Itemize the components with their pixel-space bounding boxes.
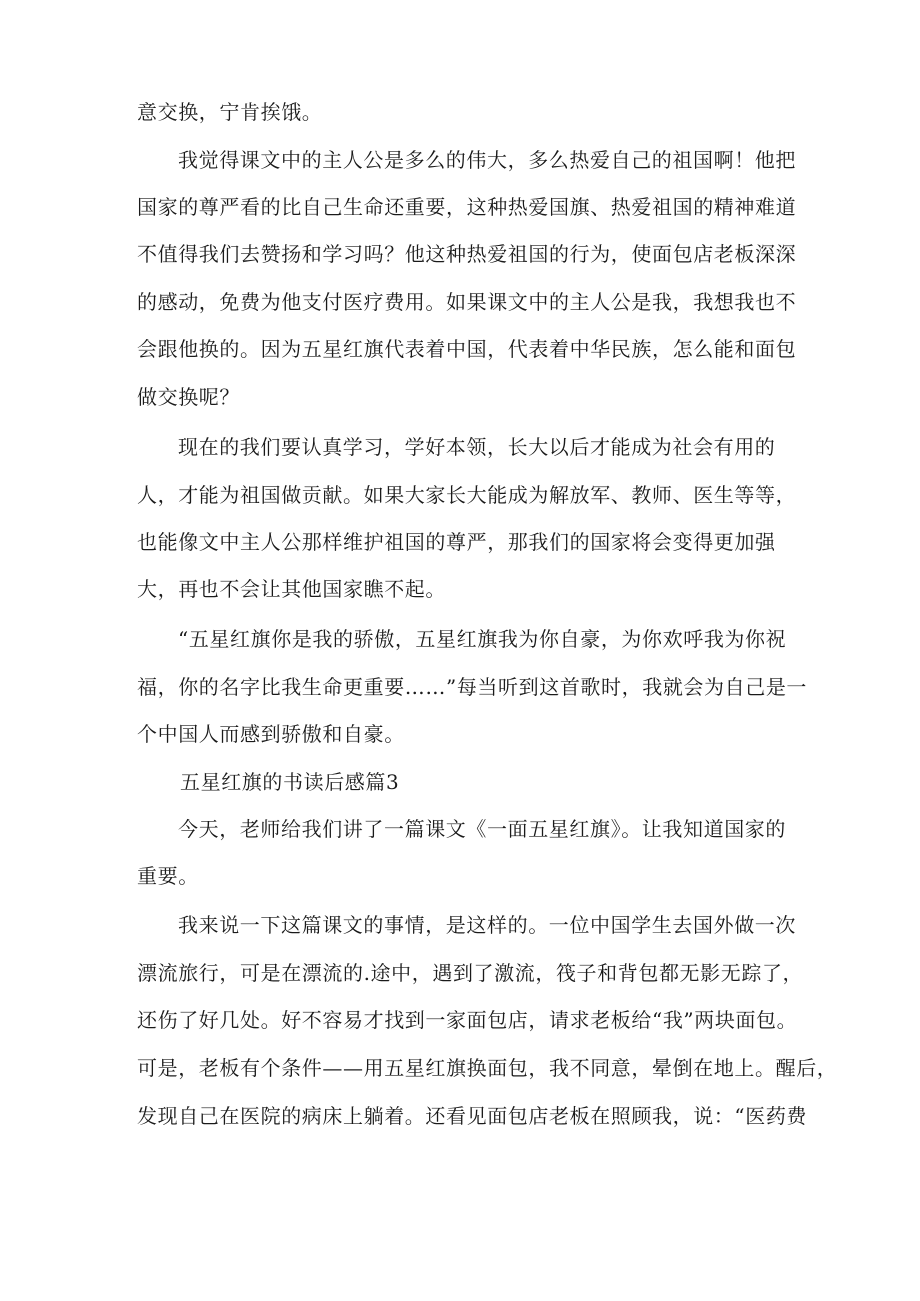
text-line: 不值得我们去赞扬和学习吗？他这种热爱祖国的行为，使面包店老板深深 bbox=[137, 242, 797, 266]
text-line: 可是，老板有个条件——用五星红旗换面包，我不同意，晕倒在地上。醒后， bbox=[137, 1056, 838, 1080]
paragraph-start-line: 现在的我们要认真学习，学好本领，长大以后才能成为社会有用的 bbox=[178, 435, 776, 459]
text-line: 大，再也不会让其他国家瞧不起。 bbox=[137, 577, 446, 601]
paragraph-start-line: 今天，老师给我们讲了一篇课文《一面五星红旗》。让我知道国家的 bbox=[178, 817, 786, 841]
text-line: 会跟他换的。因为五星红旗代表着中国，代表着中华民族，怎么能和面包 bbox=[137, 337, 797, 361]
paragraph-start-line: 我觉得课文中的主人公是多么的伟大，多么热爱自己的祖国啊！他把 bbox=[178, 148, 796, 172]
text-line: 的感动，免费为他支付医疗费用。如果课文中的主人公是我，我想我也不 bbox=[137, 290, 797, 314]
paragraph-start-line: 我来说一下这篇课文的事情，是这样的。一位中国学生去国外做一次 bbox=[178, 913, 796, 937]
text-line: 个中国人而感到骄傲和自豪。 bbox=[137, 722, 405, 746]
paragraph-start-line: “五星红旗你是我的骄傲，五星红旗我为你自豪，为你欢呼我为你祝 bbox=[178, 627, 787, 651]
text-line: 漂流旅行，可是在漂流的.途中，遇到了激流，筏子和背包都无影无踪了， bbox=[137, 961, 804, 985]
section-heading: 五星红旗的书读后感篇3 bbox=[180, 770, 400, 794]
text-line: 重要。 bbox=[137, 864, 199, 888]
text-line: 人，才能为祖国做贡献。如果大家长大能成为解放军、教师、医生等等， bbox=[137, 483, 797, 507]
text-line: 还伤了好几处。好不容易才找到一家面包店，请求老板给“我”两块面包。 bbox=[137, 1008, 798, 1032]
text-line: 福，你的名字比我生命更重要……”每当听到这首歌时，我就会为自己是一 bbox=[137, 675, 808, 699]
text-line: 国家的尊严看的比自己生命还重要，这种热爱国旗、热爱祖国的精神难道 bbox=[137, 195, 797, 219]
text-line: 发现自己在医院的病床上躺着。还看见面包店老板在照顾我，说：“医药费 bbox=[137, 1104, 808, 1128]
text-line: 做交换呢？ bbox=[137, 385, 240, 409]
text-line: 也能像文中主人公那样维护祖国的尊严，那我们的国家将会变得更加强 bbox=[137, 530, 776, 554]
text-line: 意交换，宁肯挨饿。 bbox=[137, 100, 323, 124]
